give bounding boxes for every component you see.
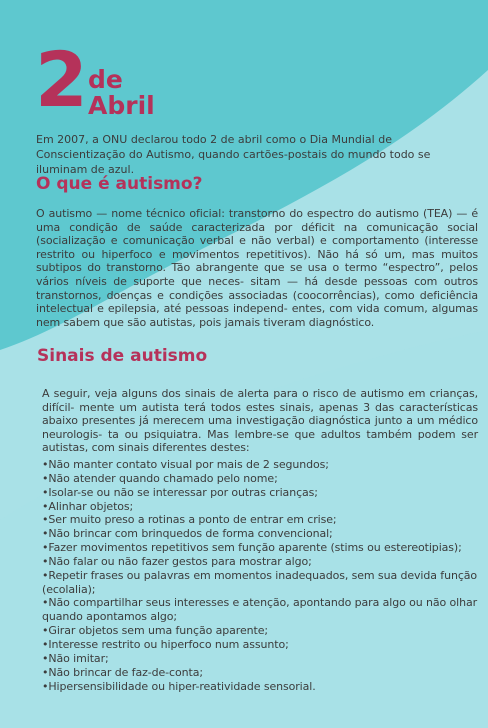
bullet-glyph: •: [42, 665, 49, 679]
list-item-text: Ser muito preso a rotinas a ponto de entrar em crise;: [48, 513, 337, 527]
date-month: Abril: [88, 91, 155, 120]
list-item: [42, 486, 478, 500]
list-item: [42, 569, 478, 597]
bullet-glyph: •: [42, 651, 49, 665]
bullet-glyph: •: [42, 596, 49, 610]
section-title-what-is-autism: O que é autismo?: [36, 174, 203, 194]
list-item-text: Não brincar de faz-de-conta;: [48, 665, 203, 679]
list-item-text: Hipersensibilidade ou hiper-reatividade sensorial.: [48, 679, 316, 693]
list-item-text: Não falar ou não fazer gestos para mostrar algo;: [48, 554, 312, 568]
list-item: [42, 666, 478, 680]
list-item: [42, 555, 478, 569]
list-item-text: Repetir frases ou palavras em momentos inadequados, sem sua devida função (ecolalia);: [42, 568, 478, 596]
list-item-text: Interesse restrito ou hiperfoco num assunto;: [48, 637, 289, 651]
list-item: [42, 638, 478, 652]
section-body-what-is-autism: O autismo — nome técnico oficial: transtorno do espectro do autismo (TEA) — é uma condição de saúde caracterizada por déficit na comunicação social (socialização e comunicação verbal e não verbal) e comportamento (interesse restrito ou hiperfoco e movimentos repetitivos). Não há só um, mas muitos subtipos do transtorno. Tão abrangente que se usa o termo “espectro”, pelos vários níveis de suporte que neces- sitam — há desde pessoas com outros transtornos, doenças e condições associadas (coocorrências), como deficiência intelectual e epilepsia, até pessoas independ- entes, com vida comum, algumas nem sabem que são autistas, pois jamais tiveram diagnóstico.: [36, 207, 478, 329]
bullet-glyph: •: [42, 679, 49, 693]
list-item-text: Isolar-se ou não se interessar por outras crianças;: [48, 485, 318, 499]
list-item: [42, 680, 478, 694]
bullet-glyph: •: [42, 568, 49, 582]
bullet-glyph: •: [42, 471, 49, 485]
bullet-glyph: •: [42, 624, 49, 638]
list-item-text: Não atender quando chamado pelo nome;: [48, 471, 278, 485]
bullet-glyph: •: [42, 554, 49, 568]
list-item: [42, 500, 478, 514]
list-item: [42, 596, 478, 624]
list-item: [42, 472, 478, 486]
list-item-text: Não manter contato visual por mais de 2 segundos;: [48, 458, 329, 471]
list-item: [42, 458, 478, 472]
list-item: [42, 513, 478, 527]
list-item-text: Não imitar;: [48, 651, 109, 665]
list-item-text: Fazer movimentos repetitivos sem função aparente (stims ou estereotipias);: [48, 541, 462, 555]
date-day: 2: [35, 35, 86, 124]
bullet-glyph: •: [42, 541, 49, 555]
bullet-glyph: •: [42, 499, 49, 513]
list-item-text: Alinhar objetos;: [48, 499, 134, 513]
signs-list: [42, 458, 478, 693]
list-item-text: Girar objetos sem uma função aparente;: [48, 624, 268, 638]
intro-paragraph: Em 2007, a ONU declarou todo 2 de abril como o Dia Mundial de Conscientização do Autismo, quando cartões-postais do mundo todo se iluminam de azul.: [36, 133, 431, 176]
bullet-glyph: •: [42, 458, 49, 471]
section-body-signs: A seguir, veja alguns dos sinais de alerta para o risco de autismo em crianças, difícil- mente um autista terá todos estes sinais, apenas 3 das características abaixo presentes já merecem uma investigação diagnóstica junto a um médico neurologis- ta ou psiquiatra. Mas lembre-se que adultos também podem ser autistas, com sinais diferentes destes:: [42, 387, 478, 454]
date-preposition: de: [88, 65, 123, 94]
list-item: [42, 624, 478, 638]
bullet-glyph: •: [42, 513, 49, 527]
list-item: [42, 652, 478, 666]
bullet-glyph: •: [42, 637, 49, 651]
section-title-signs: Sinais de autismo: [37, 346, 208, 366]
list-item-text: Não compartilhar seus interesses e atenção, apontando para algo ou não olhar quando apontamos algo;: [42, 596, 478, 624]
bullet-glyph: •: [42, 485, 49, 499]
list-item-text: Não brincar com brinquedos de forma convencional;: [48, 527, 333, 541]
list-item: [42, 541, 478, 555]
list-item: [42, 527, 478, 541]
bullet-glyph: •: [42, 527, 49, 541]
